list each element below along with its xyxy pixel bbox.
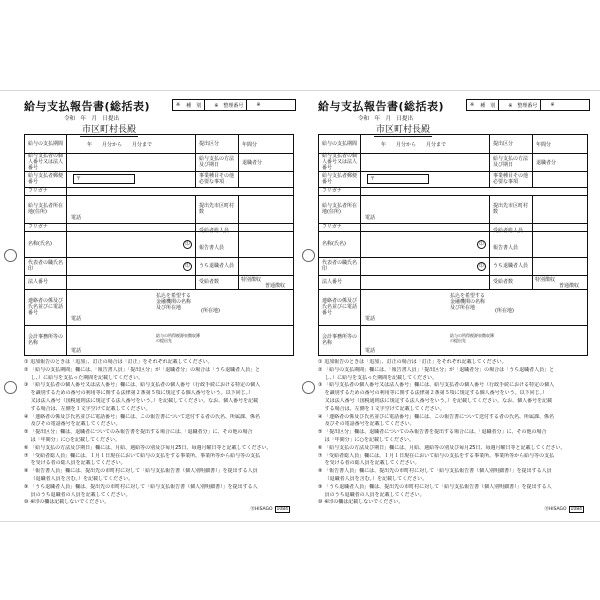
- note-line: （退職者人員を含む。）を記載してください。: [318, 475, 428, 482]
- submit-dest-label: 提出先市区町村数: [489, 195, 533, 223]
- row-accountant: [319, 325, 587, 355]
- note-line: 員のうち退職者の人員を記載してください。: [24, 491, 131, 498]
- note-line: ① 追加報告のときは「追加」、訂正の場合は「訂正」をそれぞれ記載してください。: [318, 359, 507, 365]
- note-line: する場合は、左側を１文字空けて記載してください。: [24, 405, 151, 412]
- corp-label: 法人番号: [25, 275, 67, 289]
- period-value[interactable]: 年 月分から 月分まで: [381, 142, 447, 148]
- recv-total-label: 受給者総人員: [195, 223, 239, 239]
- brand-mark: [250, 506, 290, 512]
- brand-code: 1084: [276, 507, 288, 512]
- row-accountant: [25, 325, 293, 355]
- note-line: 員のうち退職者の人員を記載してください。: [318, 491, 425, 498]
- period-value[interactable]: 年 月分から 月分まで: [87, 142, 153, 148]
- note-line: ⑧ 「報告書人員」欄には、提出先の市町村に対して「給与支払報告書（個人別明細書）」を提出する人員: [24, 468, 258, 475]
- contact-tel[interactable]: 電話: [365, 316, 376, 322]
- postal-label: 給与支払者郵便番号: [25, 171, 67, 187]
- accountant-tel[interactable]: 電話: [71, 348, 82, 354]
- header-seal: ※: [470, 102, 475, 108]
- contact-label: 連絡者の係及び氏名並びに電話番号: [25, 289, 67, 325]
- payee-label: 受給者数: [489, 275, 533, 289]
- normal-count-label: 普通徴収: [265, 283, 286, 289]
- brand-name: ⓇHISAGO: [250, 507, 273, 512]
- note-line: ④ 「連絡者の係及び氏名並びに電話番号」欄には、この報告書について送付する者の氏名、所属課、係名: [24, 413, 260, 420]
- note-line: ⑤ 「提出区分」欄は、退職者についてのみ報告書を提出する場合には、「退職者分」に、その他の場合: [318, 429, 547, 436]
- postal-field[interactable]: 〒: [73, 174, 135, 184]
- postal-label: 給与支払者郵便番号: [319, 171, 361, 187]
- header-ref-extra: ※: [256, 102, 261, 108]
- note-line: ③ 「給与支払者の個人番号又は法人番号」欄には、給与支払者の個人番号（行政手続における特定の個人: [24, 382, 261, 389]
- note-line: ③ 「給与支払者の個人番号又は法人番号」欄には、給与支払者の個人番号（行政手続における特定の個人: [318, 382, 555, 389]
- payment-method-label: 給与支払の方法及び期日: [489, 153, 533, 171]
- form-grid: [24, 134, 294, 356]
- rep-label: 代表者の職氏名印: [25, 257, 67, 275]
- note-line: を受ける者の総人員を記載してください。: [318, 460, 420, 467]
- row-payer-id: [25, 153, 293, 172]
- note-line: 及びその電話番号を記載してください。: [318, 421, 415, 428]
- retire-label[interactable]: 退職者分: [242, 159, 263, 166]
- note-line: する場合は、左側を１文字空けて記載してください。: [318, 405, 445, 412]
- note-line: ⑨ 「うち退職者人員」欄は、提出先の市町村に対して「給与支払報告書（個人別明細書）」を提出する人: [24, 483, 258, 490]
- row-representative: [319, 257, 587, 276]
- address-tel[interactable]: 電話: [71, 215, 82, 221]
- punch-hole-center: [302, 249, 315, 262]
- name-seal-icon: 印: [183, 240, 192, 249]
- corp-label: 法人番号: [319, 275, 361, 289]
- header-box: [466, 99, 590, 111]
- row-address: [25, 195, 293, 224]
- row-period: [319, 135, 587, 154]
- note-line: は「年間分」に○を記載してください。: [318, 436, 414, 443]
- furigana-label-2: フリガナ: [319, 223, 361, 231]
- note-line: ⑨ 「うち退職者人員」欄は、提出先の市町村に対して「給与支払報告書（個人別明細書）」を提出する人: [318, 483, 552, 490]
- note-line: を受ける者の総人員を記載してください。: [24, 460, 126, 467]
- furigana-label-2: フリガナ: [25, 223, 67, 231]
- note-line: 又は法人番号（国税通則法に規定する法人番号をいう。）を記載してください。なお、個人番号を記載: [318, 397, 553, 404]
- remit-label: 払込を希望する金融機関の名称及び所在地: [156, 293, 192, 311]
- date-line: 令和 年 月 日提出: [358, 116, 414, 122]
- brand-name: ⓇHISAGO: [544, 507, 567, 512]
- header-ref-extra: ※: [550, 102, 555, 108]
- postal-field[interactable]: 〒: [367, 174, 429, 184]
- special-label: うち退職者人員: [489, 257, 533, 275]
- note-line: ⑤ 「提出区分」欄は、退職者についてのみ報告書を提出する場合には、「退職者分」に、その他の場合: [24, 429, 253, 436]
- form-title: 給与支払報告書(総括表): [24, 100, 151, 113]
- punch-hole-center-lower: [302, 381, 315, 394]
- report-count-label: 報告書人員: [489, 239, 533, 257]
- note-line: を識別するための番号の利用等に関する法律第２条第５項に規定する個人番号をいう。以下同じ。）: [318, 390, 548, 397]
- row-contact: [25, 289, 293, 326]
- special-count-label: 特別徴収: [535, 277, 556, 283]
- special-label: うち退職者人員: [195, 257, 239, 275]
- name-label: 名称(氏名): [319, 231, 361, 257]
- submit-section-label: 提出区分: [195, 135, 239, 153]
- brand-code: 1084: [570, 507, 582, 512]
- form-right: [318, 96, 588, 514]
- payee-label: 受給者数: [195, 275, 239, 289]
- punch-hole-left: [4, 249, 17, 262]
- header-ref-label: ※ 整理番号: [214, 102, 244, 109]
- brand-mark: [544, 506, 584, 512]
- note-line: ⑦ 「受給者総人員」欄には、１月１日現在において給与の支払をする事業所、事業所等から給与等の支払: [318, 452, 555, 459]
- form-grid: [318, 134, 588, 356]
- note-line: 又は法人番号（国税通則法に規定する法人番号をいう。）を記載してください。なお、個人番号を記載: [24, 397, 259, 404]
- row-address: [319, 195, 587, 224]
- note-line: ④ 「連絡者の係及び氏名並びに電話番号」欄には、この報告書について送付する者の氏名、所属課、係名: [318, 413, 554, 420]
- submit-dest-label: 提出先市区町村数: [195, 195, 239, 223]
- note-line: し、）に給与を支払った期間を記載してください。: [24, 374, 144, 381]
- date-line: 令和 年 月 日提出: [64, 116, 120, 122]
- note-line: ⑩ ※印の欄は記載しないでください。: [318, 499, 404, 506]
- normal-count-label: 普通徴収: [559, 283, 580, 289]
- name-label: 名称(氏名): [25, 231, 67, 257]
- accountant-label: 会計事務所等の名称: [25, 325, 67, 355]
- report-count-label: 報告書人員: [195, 239, 239, 257]
- note-line: （退職者人員を含む。）を記載してください。: [24, 475, 134, 482]
- header-type-label: 種 別: [186, 102, 202, 109]
- note-line: ⑧ 「報告書人員」欄には、提出先の市町村に対して「給与支払報告書（個人別明細書）」を提出する人員: [318, 468, 552, 475]
- furigana-label: フリガナ: [25, 187, 67, 195]
- rep-label: 代表者の職氏名印: [319, 257, 361, 275]
- row-postal: [319, 171, 587, 188]
- note-line: ① 追加報告のときは「追加」、訂正の場合は「訂正」をそれぞれ記載してください。: [24, 359, 213, 365]
- payment-method-label: 給与支払の方法及び期日: [195, 153, 239, 171]
- punch-hole-left-lower: [4, 381, 17, 394]
- note-line: ② 「給与の支払期間」欄には、「報告書人員」「提出区分」が「退職者分」の場合は「うち退職者人員」と: [24, 366, 261, 373]
- recipient: 市区町村長殿: [374, 122, 432, 137]
- row-name: [319, 231, 587, 258]
- note-line: は「年間分」に○を記載してください。: [24, 436, 120, 443]
- annual-label[interactable]: 年間分: [536, 141, 552, 148]
- submit-section-label: 提出区分: [489, 135, 533, 153]
- row-corp: [25, 275, 293, 290]
- form-title: 給与支払報告書(総括表): [318, 100, 445, 113]
- special-count-label: 特別徴収: [241, 277, 262, 283]
- address-label: 給与支払者所在地(住所): [319, 195, 361, 223]
- contact-tel[interactable]: 電話: [71, 316, 82, 322]
- accountant-label: 会計事務所等の名称: [319, 325, 361, 355]
- payer-id-label: 給与支払者の個人番号又は法人番号: [25, 153, 67, 171]
- header-seal: ※: [176, 102, 181, 108]
- remit-sub: (所在地): [495, 308, 514, 314]
- row-name: [25, 231, 293, 258]
- address-label: 給与支払者所在地(住所): [25, 195, 67, 223]
- note-line: ⑥ 「給与支払の方法及び期日」欄には、月給、週給等の別及び毎月25日、毎週月曜日等と記載してください。: [318, 444, 566, 451]
- row-representative: [25, 257, 293, 276]
- accountant-sub: 給与の所得税源泉徴収簿の提出先: [156, 333, 200, 343]
- row-corp: [319, 275, 587, 290]
- office-label: 事業種目その他必要な事項: [489, 171, 533, 187]
- name-seal-icon: 印: [477, 240, 486, 249]
- header-box: [172, 99, 296, 111]
- rep-seal-icon: 印: [477, 262, 486, 271]
- row-postal: [25, 171, 293, 188]
- row-contact: [319, 289, 587, 326]
- form-left: [24, 96, 294, 514]
- payer-id-label: 給与支払者の個人番号又は法人番号: [319, 153, 361, 171]
- furigana-label: フリガナ: [319, 187, 361, 195]
- remit-label: 払込を希望する金融機関の名称及び所在地: [450, 293, 486, 311]
- row-period: [25, 135, 293, 154]
- contact-label: 連絡者の係及び氏名並びに電話番号: [319, 289, 361, 325]
- rep-seal-icon: 印: [183, 262, 192, 271]
- header-type-label: 種 別: [480, 102, 496, 109]
- note-line: を識別するための番号の利用等に関する法律第２条第５項に規定する個人番号をいう。以下同じ。）: [24, 390, 254, 397]
- remit-sub: (所在地): [201, 308, 220, 314]
- notes-section: [318, 359, 588, 507]
- notes-section: [24, 359, 294, 507]
- note-line: 及びその電話番号を記載してください。: [24, 421, 121, 428]
- recv-total-label: 受給者総人員: [489, 223, 533, 239]
- accountant-tel[interactable]: 電話: [365, 348, 376, 354]
- row-payer-id: [319, 153, 587, 172]
- period-label: 給与の支払期間: [319, 135, 361, 153]
- note-line: ⑥ 「給与支払の方法及び期日」欄には、月給、週給等の別及び毎月25日、毎週月曜日等と記載してください。: [24, 444, 272, 451]
- header-ref-label: ※ 整理番号: [508, 102, 538, 109]
- accountant-sub: 給与の所得税源泉徴収簿の提出先: [450, 333, 494, 343]
- retire-label[interactable]: 退職者分: [536, 159, 557, 166]
- note-line: し、）に給与を支払った期間を記載してください。: [318, 374, 438, 381]
- note-line: ② 「給与の支払期間」欄には、「報告書人員」「提出区分」が「退職者分」の場合は「うち退職者人員」と: [318, 366, 555, 373]
- office-label: 事業種目その他必要な事項: [195, 171, 239, 187]
- recipient: 市区町村長殿: [80, 122, 138, 137]
- note-line: ⑩ ※印の欄は記載しないでください。: [24, 499, 110, 506]
- annual-label[interactable]: 年間分: [242, 141, 258, 148]
- address-tel[interactable]: 電話: [365, 215, 376, 221]
- period-label: 給与の支払期間: [25, 135, 67, 153]
- note-line: ⑦ 「受給者総人員」欄には、１月１日現在において給与の支払をする事業所、事業所等から給与等の支払: [24, 452, 261, 459]
